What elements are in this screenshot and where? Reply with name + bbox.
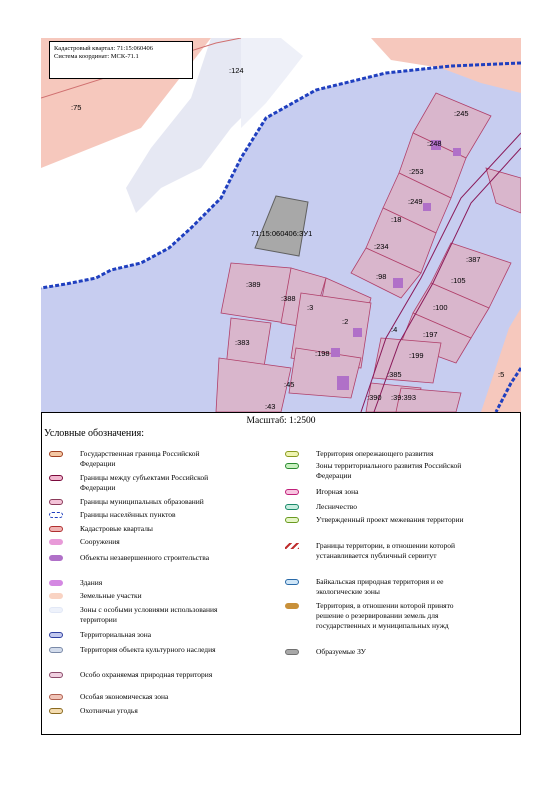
- legend-swatch: [49, 451, 63, 457]
- label-5: :5: [498, 370, 505, 379]
- legend-swatch: [49, 580, 63, 586]
- legend-swatch: [49, 632, 63, 638]
- label-390: :390: [367, 393, 382, 402]
- label-253: :253: [409, 167, 424, 176]
- legend-label: Территория объекта культурного наследия: [80, 645, 216, 654]
- legend-label: Утвержденный проект межевания территории: [316, 515, 464, 524]
- legend-swatch: [285, 543, 299, 549]
- legend-swatch: [49, 539, 63, 545]
- legend-swatch: [285, 463, 299, 469]
- legend-label: Охотничьи угодья: [80, 706, 138, 715]
- legend-label: Кадастровые кварталы: [80, 524, 153, 533]
- label-4: :4: [391, 325, 398, 334]
- label-98: :98: [376, 272, 387, 281]
- legend-label: Особая экономическая зона: [80, 692, 169, 701]
- label-198: :198: [315, 349, 330, 358]
- legend-label: Сооружения: [80, 537, 120, 546]
- label-197: :197: [423, 330, 438, 339]
- label-234: :234: [374, 242, 389, 251]
- legend-label: Государственная граница Российской Федерации: [80, 449, 200, 468]
- legend-title: Условные обозначения:: [44, 428, 145, 439]
- legend-swatch: [49, 499, 63, 505]
- legend-swatch: [49, 526, 63, 532]
- label-3: :3: [307, 303, 314, 312]
- legend-label: Территория, в отношении которой принято решение о резервировании земель для государственных и муниципальных нужд: [316, 601, 454, 630]
- label-389: :389: [246, 280, 261, 289]
- label-199: :199: [409, 351, 424, 360]
- legend-swatch: [49, 475, 63, 481]
- legend-label: Байкальская природная территория и ее экологические зоны: [316, 577, 444, 596]
- legend-label: Образуемые ЗУ: [316, 647, 366, 656]
- map-legend-divider: [41, 412, 521, 413]
- label-248: :248: [427, 139, 442, 148]
- label-45: :45: [284, 380, 295, 389]
- label-39-393: :39:393: [391, 393, 417, 402]
- legend-swatch: [285, 489, 299, 495]
- legend-swatch: [49, 593, 63, 599]
- legend-label: Зоны с особыми условиями использования территории: [80, 605, 218, 624]
- legend-label: Лесничество: [316, 502, 358, 511]
- label-75: :75: [71, 103, 82, 112]
- legend-label: Игорная зона: [316, 487, 359, 496]
- info-system: Система координат: МСК-71.1: [54, 53, 139, 60]
- label-245: :245: [454, 109, 469, 118]
- legend-swatch: [49, 708, 63, 714]
- label-43: :43: [265, 402, 276, 411]
- label-388: :388: [281, 294, 296, 303]
- plot-main-label: 71:15:060406:ЗУ1: [251, 229, 313, 238]
- legend-label: Границы территории, в отношении которой устанавливается публичный сервитут: [316, 541, 455, 560]
- legend-label: Границы муниципальных образований: [80, 497, 204, 506]
- label-100: :100: [433, 303, 448, 312]
- info-box: [49, 41, 193, 79]
- legend-label: Земельные участки: [80, 591, 142, 600]
- legend-swatch: [285, 451, 299, 457]
- map-view[interactable]: [41, 38, 521, 412]
- legend-swatch: [49, 647, 63, 653]
- label-18: :18: [391, 215, 402, 224]
- legend-swatch: [49, 694, 63, 700]
- legend-label: Границы населённых пунктов: [80, 510, 176, 519]
- info-kvartal: Кадастровый квартал: 71:15:060406: [54, 45, 154, 52]
- label-105: :105: [451, 276, 466, 285]
- label-383: :383: [235, 338, 250, 347]
- legend-swatch: [285, 649, 299, 655]
- label-385: :385: [387, 370, 402, 379]
- legend-swatch: [285, 504, 299, 510]
- label-387: :387: [466, 255, 481, 264]
- legend-swatch: [285, 603, 299, 609]
- label-249: :249: [408, 197, 423, 206]
- legend-swatch: [49, 607, 63, 613]
- legend-label: Объекты незавершенного строительства: [80, 553, 210, 562]
- legend-swatch: [49, 672, 63, 678]
- legend-swatch: [49, 555, 63, 561]
- scale-text: Масштаб: 1:2500: [246, 416, 316, 426]
- legend-label: Здания: [80, 578, 103, 587]
- legend-label: Территория опережающего развития: [316, 449, 434, 458]
- label-2: :2: [342, 317, 349, 326]
- label-124: :124: [229, 66, 244, 75]
- legend-label: Границы между субъектами Российской Федерации: [80, 473, 209, 492]
- legend-swatch: [285, 579, 299, 585]
- legend-label: Территориальная зона: [80, 630, 152, 639]
- legend-label: Особо охраняемая природная территория: [80, 670, 213, 679]
- legend-label: Зоны территориального развития Российской Федерации: [316, 461, 462, 480]
- legend-swatch: [49, 512, 63, 518]
- legend-swatch: [285, 517, 299, 523]
